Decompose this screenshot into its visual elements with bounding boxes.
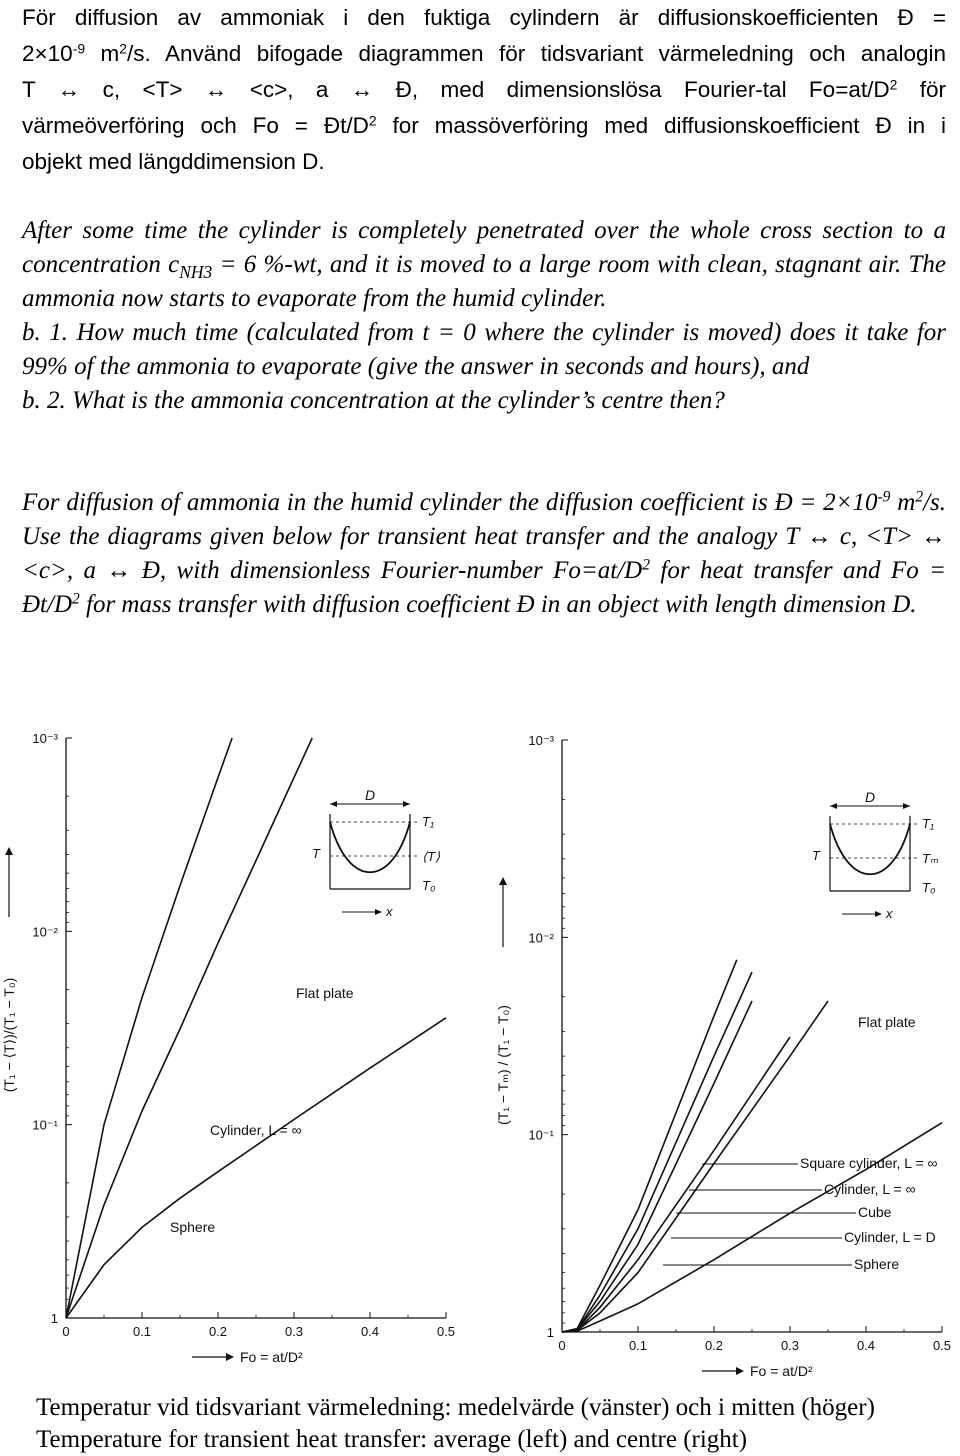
y-tick-label: 10⁻³ xyxy=(528,733,554,748)
swedish-paragraph xyxy=(22,0,946,180)
centre-temperature-chart xyxy=(480,720,960,1385)
series-line-cylinder-l xyxy=(562,1037,790,1332)
series-line-sphere xyxy=(562,960,737,1332)
inset-x-arrowhead xyxy=(375,909,382,915)
inset-d-label: D xyxy=(364,787,376,803)
x-tick-label: 0 xyxy=(62,1324,70,1339)
swedish-line-1: För diffusion av ammoniak i den fuktiga cylindern är diffusionskoefficienten Ð = xyxy=(22,5,946,30)
y-tick-label: 1 xyxy=(50,1311,58,1326)
x-axis-label: Fo = at/D² xyxy=(750,1363,813,1379)
x-tick-label: 0.4 xyxy=(360,1324,380,1339)
x-tick-label: 0.5 xyxy=(436,1324,456,1339)
series-label-square-cylinder-l: Square cylinder, L = ∞ xyxy=(800,1155,938,1171)
x-label-arrowhead xyxy=(736,1367,744,1375)
y-axis-label: (T₁ − ⟨T⟩)/(T₁ − T₀) xyxy=(1,977,17,1093)
series-line-cylinder-l-d xyxy=(562,972,752,1332)
x-tick-label: 0.2 xyxy=(208,1324,228,1339)
y-tick-label: 10⁻³ xyxy=(32,731,58,746)
inset-t0-label: T₀ xyxy=(922,880,936,895)
inset-t-label: T xyxy=(812,848,820,863)
x-tick-label: 0 xyxy=(558,1338,566,1353)
question-b1: b. 1. How much time (calculated from t = 0 where the cylinder is moved) does it take for 99% of the ammonia to evaporate (give the answer in seconds and hours), and xyxy=(22,319,946,380)
english-instruction: For diffusion of ammonia in the humid cylinder the diffusion coefficient is Ð = $2\times 10^{-9}$ $m^2/s$. Use the diagrams given below for transient heat transfer and the analogy T ↔ c, <T> ↔ <c>, a ↔ Ð, with dimensionless Fourier-number $Fo=at/D^2$ for heat transfer and $Fo = Ðt/D^2$ for mass transfer with diffusion coefficient Ð in an object with length dimension D. xyxy=(22,488,946,618)
inset-t0-label: T₀ xyxy=(422,878,436,893)
english-intro: After some time the cylinder is completely penetrated over the whole cross section to a concentration $c_{NH3} = 6$ %-wt, and it is moved to a large room with clean, stagnant air. The ammonia now starts to evaporate from the humid cylinder. xyxy=(22,217,947,312)
inset-diagram xyxy=(812,789,939,921)
inset-d-arrowhead-right xyxy=(403,801,410,807)
series-line-cube xyxy=(562,1001,752,1332)
y-tick-label: 10⁻² xyxy=(32,924,58,940)
inset-d-label: D xyxy=(864,789,876,805)
inset-t1-label: T₁ xyxy=(922,816,935,831)
x-tick-label: 0.3 xyxy=(780,1338,800,1353)
series-label-flat-plate: Flat plate xyxy=(296,985,354,1001)
swedish-line-3: T ↔ c, <T> ↔ <c>, a ↔ Ð, med dimensionslösa Fourier-tal $Fo=at/D^2$ för xyxy=(22,76,946,102)
series-label-cylinder-l: Cylinder, L = ∞ xyxy=(824,1181,916,1197)
inset-x-label: x xyxy=(386,904,393,919)
x-tick-label: 0.1 xyxy=(132,1324,152,1339)
y-tick-label: 10⁻² xyxy=(528,930,554,946)
inset-profile-curve xyxy=(830,824,910,874)
inset-tmid-label: Tₘ xyxy=(922,851,939,866)
english-problem-text xyxy=(22,214,946,418)
inset-x-label: x xyxy=(886,906,893,921)
series-label-sphere: Sphere xyxy=(854,1256,900,1272)
y-axis-label: (T₁ − Tₘ) / (T₁ − T₀) xyxy=(495,1005,511,1125)
x-axis-label: Fo = at/D² xyxy=(240,1349,303,1365)
swedish-line-5: objekt med längddimension D. xyxy=(22,149,325,174)
average-temperature-chart xyxy=(0,720,480,1385)
swedish-line-4: värmeöverföring och $Fo = Ðt/D^2$ for massöverföring med diffusionskoefficient Ð in i xyxy=(22,112,946,138)
x-tick-label: 0.3 xyxy=(284,1324,304,1339)
inset-d-arrowhead-left xyxy=(830,803,837,809)
inset-d-arrowhead-right xyxy=(903,803,910,809)
y-tick-label: 1 xyxy=(546,1325,554,1340)
y-label-arrowhead xyxy=(499,877,507,885)
series-label-cylinder-l: Cylinder, L = ∞ xyxy=(210,1122,302,1138)
inset-profile-curve xyxy=(330,822,410,872)
series-label-cylinder-l-d: Cylinder, L = D xyxy=(844,1229,936,1245)
question-b2: b. 2. What is the ammonia concentration at the cylinder’s centre then? xyxy=(22,387,725,414)
x-tick-label: 0.2 xyxy=(704,1338,724,1353)
inset-t-label: T xyxy=(312,846,320,861)
x-label-arrowhead xyxy=(226,1353,234,1361)
inset-tmid-label: ⟨T⟩ xyxy=(422,849,441,864)
y-tick-label: 10⁻¹ xyxy=(32,1117,58,1133)
y-axis-label-group xyxy=(495,877,511,1125)
series-label-cube: Cube xyxy=(858,1204,892,1220)
x-tick-label: 0.5 xyxy=(932,1338,952,1353)
caption-swedish: Temperatur vid tidsvariant värmeledning: medelvärde (vänster) och i mitten (höger) xyxy=(36,1394,875,1421)
inset-d-arrowhead-left xyxy=(330,801,337,807)
swedish-line-2: $2\times 10^{-9}$ $m^2/s$. Använd bifogade diagrammen för tidsvariant värmeledning och analogin xyxy=(22,40,946,66)
caption-english: Temperature for transient heat transfer: average (left) and centre (right) xyxy=(36,1426,748,1453)
series-label-sphere: Sphere xyxy=(170,1219,216,1235)
inset-t1-label: T₁ xyxy=(422,814,435,829)
y-axis-label-group xyxy=(1,847,17,1092)
inset-x-arrowhead xyxy=(875,911,882,917)
inset-diagram xyxy=(312,787,440,919)
y-label-arrowhead xyxy=(5,847,13,855)
x-tick-label: 0.1 xyxy=(628,1338,648,1353)
series-label-flat-plate: Flat plate xyxy=(858,1014,916,1030)
y-tick-label: 10⁻¹ xyxy=(528,1127,554,1143)
x-tick-label: 0.4 xyxy=(856,1338,876,1353)
